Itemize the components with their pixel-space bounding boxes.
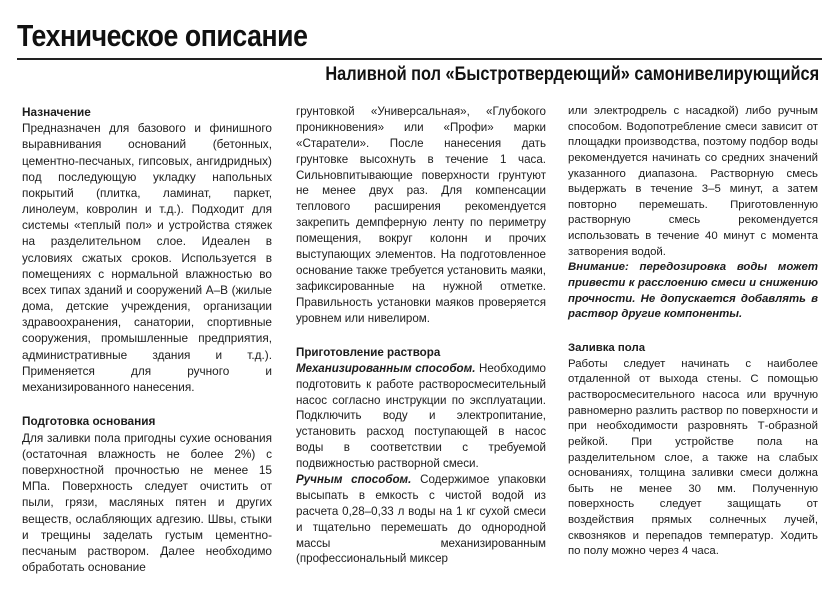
warning-text: Внимание: передозировка воды может привести к расслоению смеси и снижению прочности. Не допускается добавлять в раствор другие компоненты. [568, 261, 818, 321]
column-1 [22, 104, 272, 575]
section-heading-mixing: Приготовление раствора [296, 345, 441, 359]
base-preparation-text: Для заливки пола пригодны сухие основания (остаточная влажность не более 2%) с поверхностной прочностью не менее 15 МПа. Поверхность следует очистить от пыли, грязи, масляных пятен и других веществ, ослабляющих адгезию. Швы, стыки и трещины заделать густым цементно-песчаным раствором. Далее необходимо обработать основание [22, 430, 272, 575]
section-heading-purpose: Назначение [22, 105, 91, 119]
mixing-continued-text: или электродрель с насадкой) либо ручным способом. Водопотребление смеси зависит от площадки производства, поэтому подбор воды рекомендуется начинать со средних значений указанного диапазона. Растворную смесь выдержать в течение 3–5 минут, а затем повторно перемешать. Приготовленную растворную смесь рекомендуется использовать в течение 40 минут с момента затворения водой. [568, 105, 818, 258]
mechanized-method-text: Необходимо подготовить к работе растворосмесительный насос согласно инструкции по эксплуатации. Подключить воду и электропитание, установить расход поступающей в насос воды в соответствии с требуемой подвижностью растворной смеси. [296, 361, 546, 471]
manual-method-paragraph [296, 472, 546, 567]
mechanized-method-paragraph [296, 361, 546, 472]
base-preparation-continued-text: грунтовкой «Универсальная», «Глубокого проникновения» или «Профи» марки «Старатели». После нанесения дать грунтовке высохнуть в течение 1 часа. Сильновпитывающие поверхности грунтуют не менее двух раз. Для компенсации теплового расширения рекомендуется закрепить демпферную ленту по периметру помещения, вокруг колонн и прочих выступающих элементов. На подготовленное основание также требуется установить маяки, зафиксированные на нужной отметке. Правильность установки маяков проверяется уровнем или нивелиром. [296, 105, 546, 325]
section-heading-base-preparation: Подготовка основания [22, 414, 156, 429]
purpose-text: Предназначен для базового и финишного выравнивания оснований (бетонных, цементно-песчаных, гипсовых, ангидридных) под последующую укладку напольных покрытий (плитка, ламинат, паркет, линолеум, ковролин и т.д.). Подходит для системы «теплый пол» и устройства стяжек на разделительном слое. Идеален в условиях сжатых сроков. Используется в помещениях с нормальной влажностью во всех типах зданий и сооружений А–В (жилые дома, детские учреждения, организации здравоохранения, санатории, спортивные сооружения, промышленные предприятия, административные здания и т.д.). Применяется для ручного и механизированного нанесения. [22, 121, 272, 394]
product-subtitle: Наливной пол «Быстротвердеющий» самонивелирующийся [325, 64, 819, 85]
page-title: Техническое описание [17, 18, 308, 53]
manual-method-text: Содержимое упаковки высыпать в емкость с чистой водой из расчета 0,28–0,33 л воды на 1 кг сухой смеси и тщательно перемешать до однородной массы механизированным (профессиональный миксер [296, 472, 546, 566]
mechanized-method-label: Механизированным способом. [296, 361, 476, 375]
column-2 [296, 104, 546, 567]
section-heading-pouring: Заливка пола [568, 342, 646, 355]
title-divider [17, 58, 822, 60]
column-3 [568, 104, 818, 560]
pouring-text: Работы следует начинать с наиболее отдаленной от выхода стены. С помощью растворосмесительного насоса или вручную равномерно разлить раствор по поверхности и при необходимости разровнять Т-образной рейкой. При устройстве пола на разделительном слое, а также на слабых основаниях, толщина заливки смеси должна быть не менее 30 мм. Полученную поверхность следует защищать от воздействия прямых солнечных лучей, сквозняков и перепадов температур. Ходить по полу можно через 4 часа. [568, 357, 818, 558]
manual-method-label: Ручным способом. [296, 472, 412, 486]
